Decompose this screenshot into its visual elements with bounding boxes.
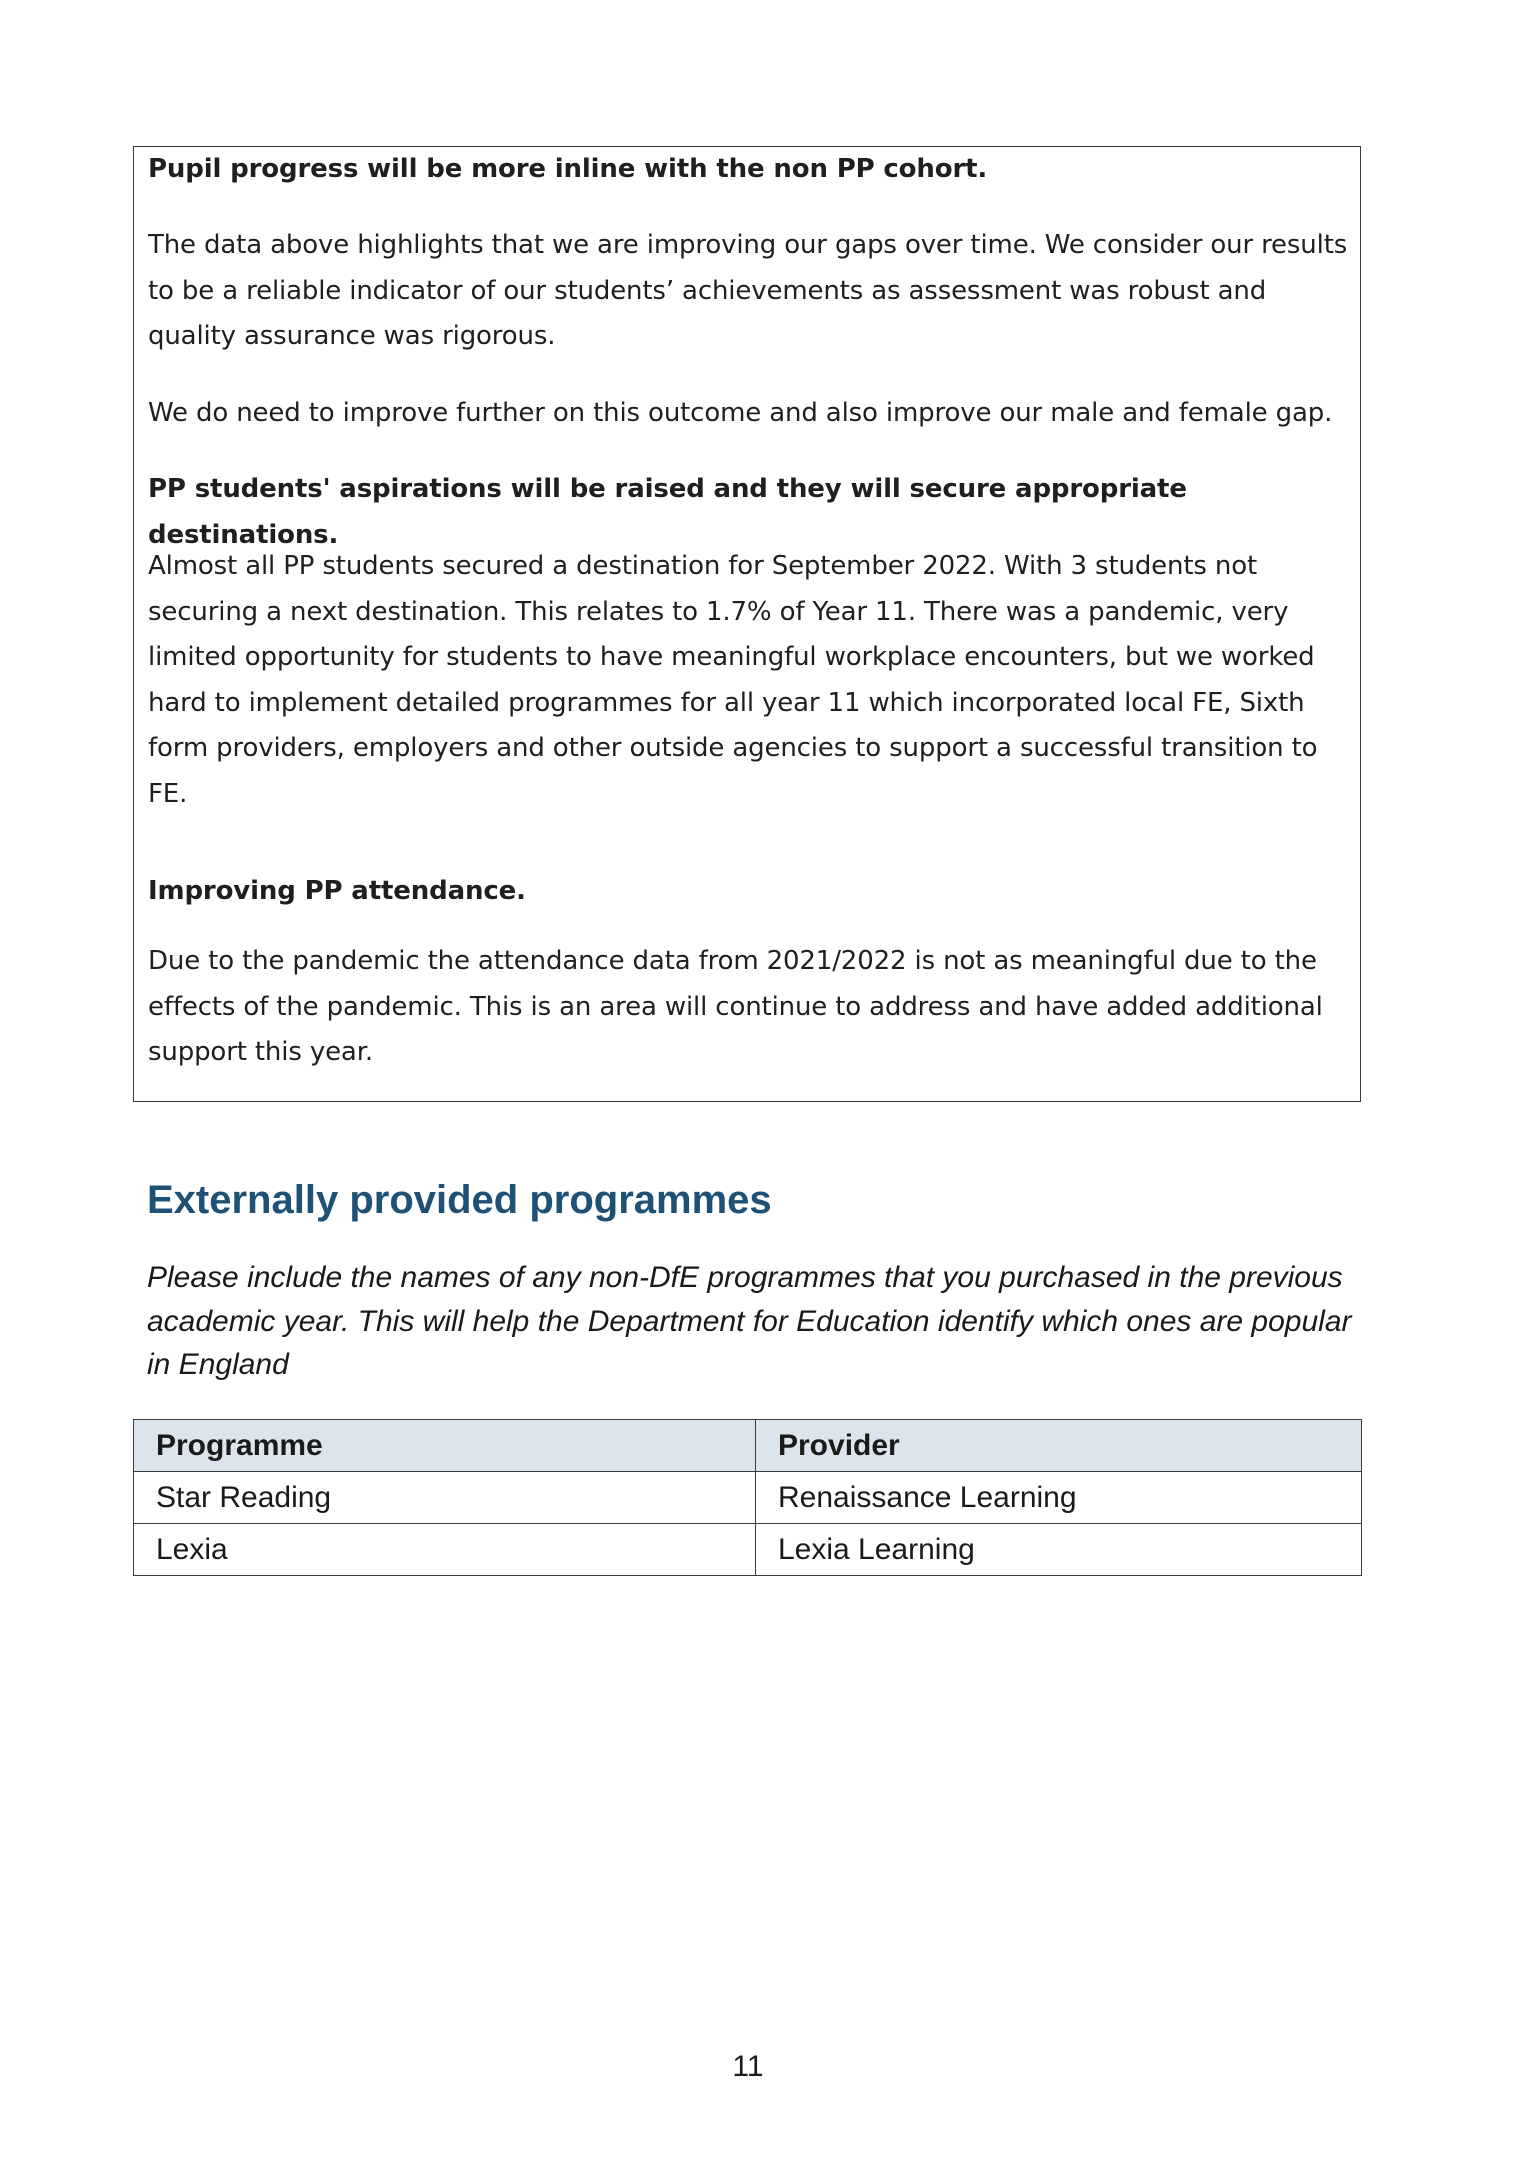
paragraph-gaps: The data above highlights that we are improving our gaps over time. We consider our results to be a reliable indicator of our students’ achievements as assessment was robust and quality assurance was rigorous. — [148, 230, 1348, 351]
cell-programme: Star Reading — [134, 1472, 756, 1524]
table-row — [134, 1472, 1362, 1524]
paragraph-destinations: Almost all PP students secured a destination for September 2022. With 3 students not securing a next destination. This relates to 1.7% of Year 11. There was a pandemic, very limited opportunity for students to have meaningful workplace encounters, but we worked hard to implement detailed programmes for all year 11 which incorporated local FE, Sixth form providers, employers and other outside agencies to support a successful transition to FE. — [148, 551, 1318, 809]
table-row — [134, 1524, 1362, 1576]
column-header-provider: Provider — [756, 1420, 1362, 1472]
page-number: 11 — [732, 2050, 764, 2083]
section-title: Externally provided programmes — [147, 1178, 772, 1222]
cell-provider: Renaissance Learning — [756, 1472, 1362, 1524]
table-header-row — [134, 1420, 1362, 1472]
paragraph-attendance: Due to the pandemic the attendance data from 2021/2022 is not as meaningful due to the effects of the pandemic. This is an area will continue to address and have added additional support this year. — [148, 946, 1323, 1067]
cell-programme: Lexia — [134, 1524, 756, 1576]
cell-provider: Lexia Learning — [756, 1524, 1362, 1576]
column-header-programme: Programme — [134, 1420, 756, 1472]
heading-attendance: Improving PP attendance. — [148, 876, 526, 906]
paragraph-improve: We do need to improve further on this outcome and also improve our male and female gap. — [148, 398, 1333, 428]
programmes-table — [133, 1419, 1362, 1576]
heading-pupil-progress: Pupil progress will be more inline with the non PP cohort. — [148, 154, 988, 184]
section-intro: Please include the names of any non-DfE programmes that you purchased in the previous academic year. This will help the Department for Education identify which ones are popular in England — [147, 1261, 1352, 1381]
heading-aspirations: PP students' aspirations will be raised and they will secure appropriate destinations. — [148, 474, 1187, 550]
review-text-box — [133, 146, 1361, 1102]
